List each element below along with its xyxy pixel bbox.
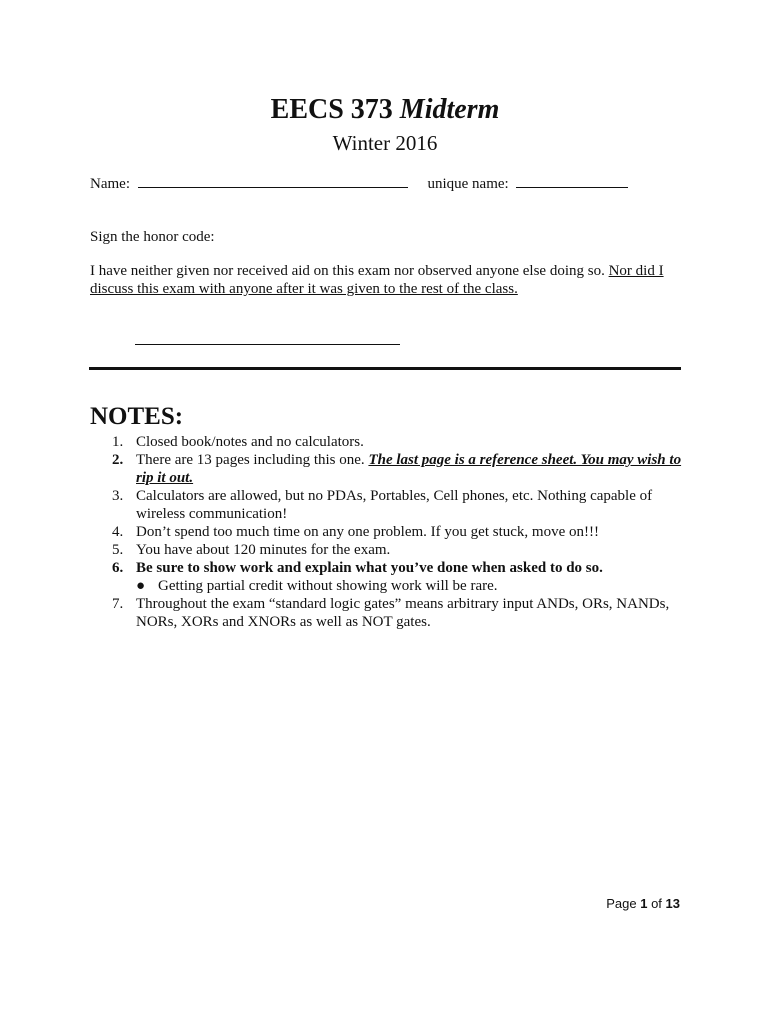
- name-label: Name:: [90, 176, 130, 192]
- bullet-icon: ●: [136, 578, 146, 594]
- note-text: Closed book/notes and no calculators.: [136, 434, 364, 450]
- note-number: 2.: [112, 452, 124, 468]
- term: Winter 2016: [332, 131, 438, 155]
- note-number: 7.: [112, 596, 124, 612]
- honor-code-text: [90, 262, 690, 298]
- note-item: [90, 451, 690, 487]
- unique-name-blank: [516, 173, 628, 188]
- note-text: You have about 120 minutes for the exam.: [136, 542, 391, 558]
- note-sub-text: Getting partial credit without showing work will be rare.: [158, 578, 498, 594]
- note-number: 3.: [112, 488, 124, 504]
- note-text: Calculators are allowed, but no PDAs, Portables, Cell phones, etc. Nothing capable of wireless communication!: [136, 488, 653, 522]
- page-number: [560, 896, 680, 912]
- note-number: 4.: [112, 524, 124, 540]
- note-sub-bullet: [136, 577, 690, 595]
- divider-rule: [89, 367, 681, 370]
- note-text: There are 13 pages including this one.: [136, 452, 369, 468]
- of-word: of: [651, 896, 662, 911]
- notes-heading: NOTES:: [90, 403, 184, 430]
- note-text: Throughout the exam “standard logic gates” means arbitrary input ANDs, ORs, NANDs, NORs, XORs and XNORs as well as NOT gates.: [136, 596, 670, 630]
- note-emphasis: The last page is a reference sheet. You may wish to rip it out.: [136, 452, 682, 486]
- note-item: [90, 559, 690, 595]
- unique-name-label: unique name:: [427, 176, 509, 192]
- note-item: [90, 595, 690, 631]
- total-pages: 13: [665, 896, 680, 911]
- note-number: 6.: [112, 560, 124, 576]
- current-page: 1: [640, 896, 648, 911]
- honor-statement-underlined: Nor did I discuss this exam with anyone after it was given to the rest of the class.: [90, 263, 664, 297]
- note-number: 5.: [112, 542, 124, 558]
- honor-label: Sign the honor code:: [90, 229, 215, 245]
- note-text: Be sure to show work and explain what you’ve done when asked to do so.: [136, 560, 603, 576]
- signature-line: [135, 344, 400, 345]
- note-item: [90, 433, 690, 451]
- note-item: [90, 523, 690, 541]
- note-item: [90, 487, 690, 523]
- exam-title: [0, 92, 770, 128]
- notes-list: [90, 433, 690, 631]
- note-text: Don’t spend too much time on any one problem. If you get stuck, move on!!!: [136, 524, 599, 540]
- note-number: 1.: [112, 434, 124, 450]
- honor-statement: I have neither given nor received aid on this exam nor observed anyone else doing so.: [90, 263, 609, 279]
- note-item: [90, 541, 690, 559]
- exam-type: Midterm: [399, 94, 500, 125]
- course-code: EECS 373: [270, 94, 393, 125]
- page-word: Page: [606, 896, 637, 911]
- name-row: [90, 173, 628, 193]
- name-blank: [138, 173, 408, 188]
